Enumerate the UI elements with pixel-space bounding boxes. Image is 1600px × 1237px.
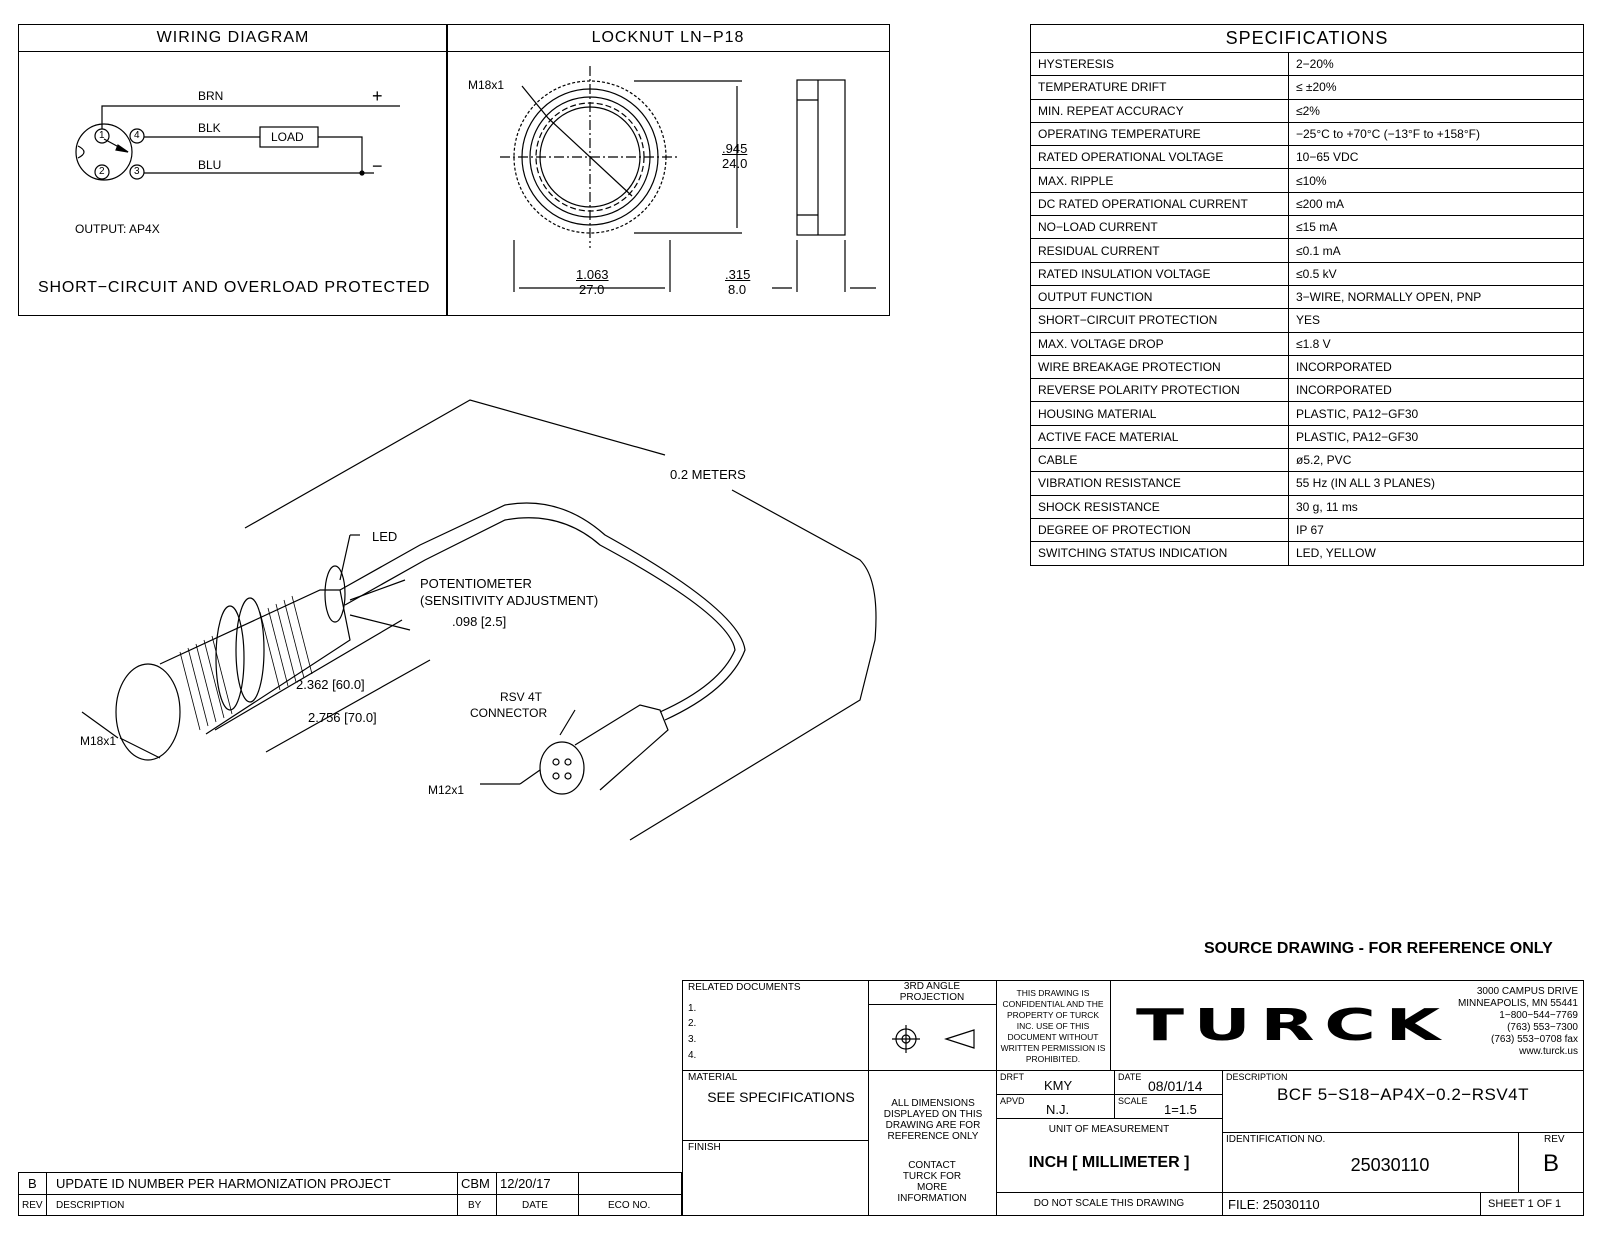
rev-by: CBM [461,1176,490,1191]
spec-value: 3−WIRE, NORMALLY OPEN, PNP [1289,285,1584,308]
address-line: www.turck.us [1519,1046,1578,1057]
spec-name: RESIDUAL CURRENT [1031,239,1289,262]
rev-header-rev: REV [22,1200,43,1211]
output-label: OUTPUT: AP4X [75,222,160,236]
rev-header-desc: DESCRIPTION [56,1200,125,1211]
spec-value: ≤0.5 kV [1289,262,1584,285]
locknut-height-mm: 24.0 [722,156,748,171]
spec-name: VIBRATION RESISTANCE [1031,472,1289,495]
spec-value: ≤2% [1289,99,1584,122]
spec-name: WIRE BREAKAGE PROTECTION [1031,355,1289,378]
spec-value: 30 g, 11 ms [1289,495,1584,518]
wiring-diagram-title: WIRING DIAGRAM [156,29,310,46]
sensor-thread-label: M18x1 [80,734,117,748]
locknut-width-in: 1.063 [576,267,609,282]
pin-1-label: 1 [99,130,105,141]
led-label: LED [372,529,398,544]
spec-name: SHOCK RESISTANCE [1031,495,1289,518]
scale-value: 1=1.5 [1164,1102,1197,1117]
rev-description: UPDATE ID NUMBER PER HARMONIZATION PROJECT [56,1176,391,1191]
spec-value: ø5.2, PVC [1289,449,1584,472]
spec-value: 55 Hz (IN ALL 3 PLANES) [1289,472,1584,495]
spec-value: 2−20% [1289,53,1584,76]
file-value: FILE: 25030110 [1228,1197,1320,1212]
description-label: DESCRIPTION [1226,1072,1288,1082]
related-docs-label: RELATED DOCUMENTS [688,982,801,993]
spec-name: HYSTERESIS [1031,53,1289,76]
minus-sign: − [372,156,383,176]
no-scale-note: DO NOT SCALE THIS DRAWING [1033,1198,1185,1209]
rev-header-date: DATE [522,1200,548,1211]
load-label: LOAD [271,130,304,144]
wire-label-brn: BRN [198,89,224,103]
related-item-4: 4. [688,1050,697,1061]
spec-value: 10−65 VDC [1289,146,1584,169]
connector-label-1: RSV 4T [500,690,543,704]
id-value: 25030110 [1350,1155,1430,1175]
spec-name: ACTIVE FACE MATERIAL [1031,425,1289,448]
rev-label: REV [1544,1134,1565,1145]
rev-letter: B [28,1176,37,1191]
spec-value: YES [1289,309,1584,332]
apvd-label: APVD [1000,1096,1025,1106]
spec-name: RATED OPERATIONAL VOLTAGE [1031,146,1289,169]
spec-name: MAX. VOLTAGE DROP [1031,332,1289,355]
connector-label-2: CONNECTOR [470,706,548,720]
material-value: SEE SPECIFICATIONS [707,1089,855,1105]
spec-value: PLASTIC, PA12−GF30 [1289,402,1584,425]
projection-label: 3RD ANGLE PROJECTION [899,981,965,1003]
spec-value: LED, YELLOW [1289,542,1584,565]
spec-name: SHORT−CIRCUIT PROTECTION [1031,309,1289,332]
pin-2-label: 2 [99,166,105,177]
spec-name: OPERATING TEMPERATURE [1031,122,1289,145]
address-line: 3000 CAMPUS DRIVE [1476,986,1578,997]
specifications-title: SPECIFICATIONS [1031,25,1584,53]
spec-value: INCORPORATED [1289,355,1584,378]
plus-sign: + [372,86,383,106]
unit-label: UNIT OF MEASUREMENT [1048,1124,1170,1135]
address-line: MINNEAPOLIS, MN 55441 [1457,998,1578,1009]
wire-label-blk: BLK [198,121,221,135]
dim-2362: 2.362 [60.0] [296,677,365,692]
spec-name: TEMPERATURE DRIFT [1031,76,1289,99]
related-item-3: 3. [688,1034,697,1045]
spec-name: MAX. RIPPLE [1031,169,1289,192]
scale-label: SCALE [1118,1096,1148,1106]
spec-value: PLASTIC, PA12−GF30 [1289,425,1584,448]
related-item-1: 1. [688,1003,697,1014]
sheet-value: SHEET 1 OF 1 [1488,1198,1562,1210]
turck-logo: TURCK [1136,1000,1450,1051]
spec-name: SWITCHING STATUS INDICATION [1031,542,1289,565]
spec-name: DC RATED OPERATIONAL CURRENT [1031,192,1289,215]
spec-value: ≤ ±20% [1289,76,1584,99]
potentiometer-label: POTENTIOMETER [420,576,532,591]
spec-name: MIN. REPEAT ACCURACY [1031,99,1289,122]
drft-label: DRFT [1000,1072,1024,1082]
spec-name: OUTPUT FUNCTION [1031,285,1289,308]
all-dimensions-note: ALL DIMENSIONS DISPLAYED ON THIS DRAWING ARE FOR REFERENCE ONLY [883,1098,983,1142]
address-line: (763) 553−0708 fax [1490,1034,1578,1045]
drft-value: KMY [1044,1078,1073,1093]
date-label: DATE [1118,1072,1142,1082]
description-value: BCF 5−S18−AP4X−0.2−RSV4T [1276,1085,1530,1104]
spec-name: REVERSE POLARITY PROTECTION [1031,379,1289,402]
locknut-thick-in: .315 [725,267,751,282]
rev-date: 12/20/17 [500,1176,551,1191]
confidential-notice: THIS DRAWING IS CONFIDENTIAL AND THE PROPERTY OF TURCK INC. USE OF THIS DOCUMENT WITHOUT WRITTEN PERMISSION IS PROHIBITED. [1000,988,1106,1064]
address [1410,986,1578,1058]
spec-value: IP 67 [1289,518,1584,541]
dim-098: .098 [2.5] [452,614,507,629]
locknut-width-mm: 27.0 [579,282,605,297]
pin-3-label: 3 [134,166,140,177]
spec-value: INCORPORATED [1289,379,1584,402]
date-value: 08/01/14 [1148,1078,1203,1094]
pin-4-label: 4 [134,130,140,141]
locknut-height-in: .945 [722,141,748,156]
connector-thread-label: M12x1 [428,783,465,797]
material-label: MATERIAL [688,1072,738,1083]
rev-header-by: BY [468,1200,482,1211]
spec-value: ≤15 mA [1289,216,1584,239]
spec-value: −25°C to +70°C (−13°F to +158°F) [1289,122,1584,145]
locknut-thread: M18x1 [468,78,505,92]
id-label: IDENTIFICATION NO. [1226,1134,1326,1145]
rev-value: B [1542,1150,1559,1177]
finish-label: FINISH [688,1142,721,1153]
spec-name: DEGREE OF PROTECTION [1031,518,1289,541]
spec-value: ≤10% [1289,169,1584,192]
spec-name: NO−LOAD CURRENT [1031,216,1289,239]
locknut-title: LOCKNUT LN−P18 [591,29,745,46]
contact-note: CONTACT TURCK FOR MORE INFORMATION [897,1160,967,1204]
rev-header-eco: ECO NO. [608,1200,651,1211]
potentiometer-sub-label: (SENSITIVITY ADJUSTMENT) [420,593,599,608]
dim-2756: 2.756 [70.0] [308,710,377,725]
cable-length-label: 0.2 METERS [670,467,746,482]
spec-value: ≤1.8 V [1289,332,1584,355]
locknut-thick-mm: 8.0 [728,282,747,297]
unit-value: INCH [ MILLIMETER ] [1028,1154,1190,1171]
spec-value: ≤0.1 mA [1289,239,1584,262]
spec-name: HOUSING MATERIAL [1031,402,1289,425]
wire-label-blu: BLU [198,158,222,172]
address-line: (763) 553−7300 [1507,1022,1578,1033]
address-line: 1−800−544−7769 [1499,1010,1578,1021]
spec-value: ≤200 mA [1289,192,1584,215]
related-item-2: 2. [688,1018,697,1029]
protection-label: SHORT−CIRCUIT AND OVERLOAD PROTECTED [38,279,431,296]
source-drawing-note: SOURCE DRAWING - FOR REFERENCE ONLY [1204,940,1553,957]
spec-name: RATED INSULATION VOLTAGE [1031,262,1289,285]
spec-name: CABLE [1031,449,1289,472]
apvd-value: N.J. [1046,1102,1070,1117]
